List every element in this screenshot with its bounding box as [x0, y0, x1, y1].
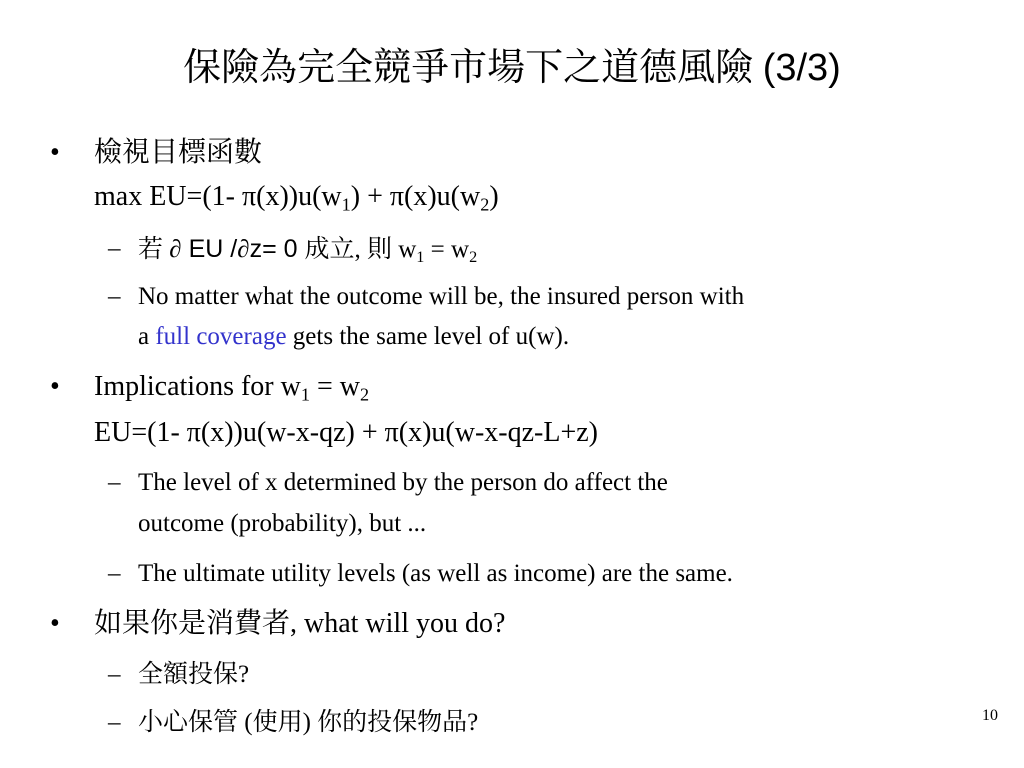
- slide-title-part: (3/3): [762, 47, 841, 89]
- condition-part: EU /: [181, 235, 238, 263]
- formula-part: ) +: [350, 181, 390, 212]
- partial-symbol: ∂: [237, 236, 250, 263]
- subscript: 1: [416, 247, 425, 266]
- formula-part: max EU=(1-: [94, 181, 242, 212]
- partial-symbol: ∂: [169, 236, 182, 263]
- dash-marker: –: [108, 469, 121, 496]
- formula-part: (x))u(w: [256, 181, 342, 212]
- condition-part: 若: [138, 236, 170, 263]
- page-number: 10: [982, 707, 998, 724]
- careful-keeping-option: 小心保管 (使用) 你的投保物品?: [138, 709, 479, 736]
- bullet-marker: •: [50, 608, 60, 639]
- condition-part: 成立: [304, 236, 355, 263]
- full-coverage-line-1: No matter what the outcome will be, the insured person with: [138, 283, 745, 310]
- condition-part: z= 0: [249, 235, 305, 263]
- formula-part: ): [489, 181, 499, 212]
- condition-part: , 則 w: [354, 236, 417, 263]
- pi-symbol: π: [186, 417, 201, 448]
- subscript: 2: [469, 247, 478, 266]
- level-of-x-line-2: outcome (probability), but ...: [138, 510, 427, 537]
- dash-marker: –: [108, 560, 121, 587]
- bullet-marker: •: [50, 137, 60, 168]
- slide-title-main: 保險為完全競爭市場下之道德風險: [183, 47, 754, 89]
- condition-part: = w: [424, 236, 470, 263]
- expected-utility-formula: [94, 414, 598, 452]
- objective-function-formula: [94, 178, 499, 216]
- slide-title: [0, 40, 1024, 96]
- pi-symbol: π: [384, 417, 399, 448]
- text-part: gets the same level of u(w).: [286, 323, 570, 350]
- dash-marker: –: [108, 235, 121, 262]
- pi-symbol: π: [389, 181, 405, 212]
- formula-part: (x)u(w-x-qz-L+z): [398, 417, 599, 448]
- subscript: 2: [480, 194, 490, 215]
- consumer-question: 如果你是消費者, what will you do?: [94, 608, 506, 639]
- formula-part: EU=(1-: [94, 417, 187, 448]
- condition-line: [138, 231, 477, 268]
- full-coverage-highlight: full coverage: [155, 323, 287, 350]
- text-part: a: [138, 323, 156, 350]
- full-coverage-line-2: [138, 319, 569, 355]
- subscript: 1: [341, 194, 351, 215]
- dash-marker: –: [108, 661, 121, 688]
- text-part: Implications for w: [94, 371, 301, 402]
- implications-heading: [94, 368, 369, 406]
- full-insurance-option: 全額投保?: [138, 661, 250, 688]
- pi-symbol: π: [241, 181, 257, 212]
- dash-marker: –: [108, 709, 121, 736]
- utility-levels-line: The ultimate utility levels (as well as income) are the same.: [138, 560, 733, 587]
- bullet-marker: •: [50, 371, 60, 402]
- subscript: 1: [300, 384, 310, 405]
- level-of-x-line-1: The level of x determined by the person do affect the: [138, 469, 668, 496]
- formula-part: (x)u(w: [404, 181, 481, 212]
- formula-part: (x))u(w-x-qz) +: [200, 417, 385, 448]
- bullet-1-heading: 檢視目標函數: [94, 137, 263, 168]
- subscript: 2: [359, 384, 370, 405]
- dash-marker: –: [108, 283, 121, 310]
- text-part: = w: [309, 371, 360, 402]
